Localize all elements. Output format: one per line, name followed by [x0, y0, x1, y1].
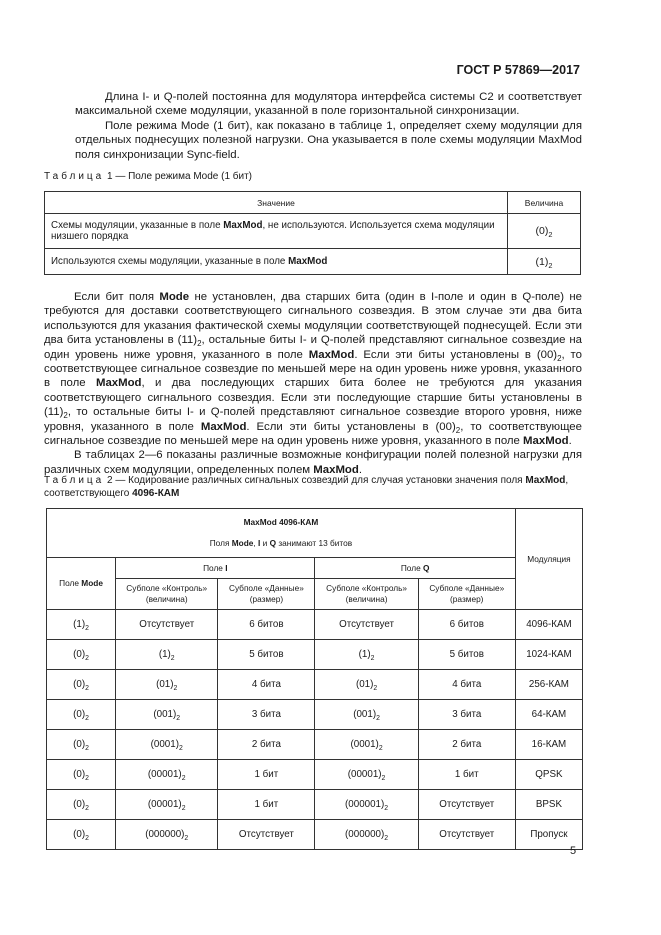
- mode-cell: [47, 700, 116, 730]
- table-row: [45, 214, 581, 249]
- cell-value: 5 битов: [449, 649, 484, 660]
- paragraph: [44, 290, 582, 448]
- subscript: 2: [181, 805, 186, 812]
- paragraph-text: Поле режима Mode (1 бит), как показано в таблице 1, определяет схему модуляции для отдельных поднесущих полезной нагрузки. Она указывается в поле схемы модуляции MaxMod поля синхронизации Sync-field.: [75, 119, 582, 161]
- i-control-cell: [116, 640, 218, 670]
- text: , то остальные биты I- и Q-полей представляют сигнальное созвездие второго уровня, ниже уровня, указанного в поле: [44, 406, 582, 433]
- cell-value: (0): [73, 679, 86, 690]
- column-header-i-data: [218, 579, 315, 610]
- cell-value: (000001): [345, 799, 385, 810]
- subscript: 2: [85, 655, 89, 662]
- q-data-cell: [418, 730, 515, 760]
- subscript: 2: [370, 655, 375, 662]
- subscript: 2: [85, 685, 89, 692]
- cell-value: Отсутствует: [339, 619, 395, 630]
- table-row: [45, 249, 581, 275]
- table-subtitle: [50, 538, 512, 549]
- cell-bold: MaxMod: [288, 256, 328, 267]
- i-control-cell: [116, 700, 218, 730]
- cell-value: 1 бит: [254, 769, 279, 780]
- cell-value: 3 бита: [452, 709, 482, 720]
- cell-value: (0001): [350, 739, 379, 750]
- table-cell: [45, 249, 508, 275]
- table-row: [47, 640, 583, 670]
- body-text: [44, 290, 582, 477]
- bold-term: MaxMod: [523, 435, 569, 448]
- cell-value: (0): [535, 225, 549, 237]
- bold-term: MaxMod: [95, 377, 142, 390]
- text: . Если эти биты установлены в (00): [246, 420, 456, 433]
- standard-number: ГОСТ Р 57869—2017: [456, 63, 580, 77]
- subscript: 2: [184, 835, 189, 842]
- subscript: 2: [85, 625, 89, 632]
- i-control-cell: [116, 790, 218, 820]
- bold-term: Q: [423, 562, 430, 573]
- cell-value: Пропуск: [530, 829, 568, 840]
- table-row: [47, 820, 583, 850]
- text: не установлен, два старших бита (один в I-поле и один в Q-поле) не требуются для доставки соответствующего сигнального созвездия. В этом случае эти два бита используются для указания фактической схемы модуляции соответствующей поднесущей. Если эти два бита установлены в (11): [44, 291, 582, 347]
- cell-value: 2 бита: [452, 739, 482, 750]
- table-row: [47, 760, 583, 790]
- modulation-cell: [515, 730, 582, 760]
- cell-value: 5 битов: [249, 649, 284, 660]
- text: Субполе «Контроль»: [326, 583, 408, 593]
- column-header-q-control: [315, 579, 418, 610]
- table-header-row: [45, 192, 581, 214]
- i-data-cell: [218, 670, 315, 700]
- text: , остальные биты I- и Q-полей представляют сигнальное созвездие на один уровень ниже уровня, указанного в поле: [44, 334, 582, 361]
- table-header-row: [47, 579, 583, 610]
- text: . Если эти биты установлены в (00): [354, 348, 558, 361]
- text: , и два последующих старших бита более не требуются для указания соответствующего сигнального созвездия. Если эти последующие старшие биты установлены в (11): [44, 377, 582, 419]
- cell-value: (1): [73, 619, 86, 630]
- text: , то соответствующее сигнальное созвездие по меньшей мере на один уровень ниже уровня, указанного в поле: [44, 348, 582, 390]
- table-cell: [45, 214, 508, 249]
- cell-value: 256-КАМ: [528, 679, 569, 690]
- bold-term: MaxMod: [313, 463, 359, 476]
- subscript: 2: [384, 835, 389, 842]
- table-row: [47, 730, 583, 760]
- bold-term: Q: [269, 538, 277, 548]
- cell-value: (000000): [345, 829, 385, 840]
- subscript: 2: [378, 745, 383, 752]
- cell-value: (001): [153, 709, 177, 720]
- text: (величина): [345, 594, 388, 604]
- i-data-cell: [218, 640, 315, 670]
- subscript: 2: [178, 745, 183, 752]
- intro-text: [75, 90, 582, 162]
- cell-value: (0): [73, 799, 86, 810]
- cell-value: (0): [73, 739, 86, 750]
- cell-value: (01): [156, 679, 174, 690]
- column-header-modulation: Модуляция: [515, 509, 582, 610]
- cell-value: 4 бита: [251, 679, 281, 690]
- text: Поле: [59, 578, 82, 588]
- table2-caption: [44, 475, 584, 500]
- cell-value: 2 бита: [251, 739, 281, 750]
- cell-value: (1): [535, 255, 549, 268]
- text: В таблицах 2—6 показаны различные возможные конфигурации полей полезной нагрузки для различных схем модуляции, определенных полем: [44, 449, 582, 476]
- cell-value: QPSK: [535, 769, 563, 780]
- cell-text: , не используются. Используется схема модуляции низшего порядка: [51, 220, 495, 242]
- table-title-cell: [47, 509, 516, 558]
- cell-value: (0): [73, 649, 86, 660]
- table-cell: [508, 249, 581, 275]
- subscript: 2: [176, 715, 181, 722]
- cell-value: BPSK: [535, 799, 562, 810]
- q-data-cell: [418, 610, 515, 640]
- cell-value: (0): [73, 829, 86, 840]
- cell-value: Отсутствует: [238, 829, 294, 840]
- subscript: 2: [85, 715, 89, 722]
- q-control-cell: [315, 640, 418, 670]
- cell-value: Отсутствует: [439, 829, 495, 840]
- i-data-cell: [218, 610, 315, 640]
- i-data-cell: [218, 760, 315, 790]
- q-control-cell: [315, 700, 418, 730]
- q-data-cell: [418, 670, 515, 700]
- cell-value: (0): [73, 769, 86, 780]
- text: .: [568, 435, 572, 448]
- cell-value: Отсутствует: [139, 619, 195, 630]
- bold-term: Mode: [81, 578, 103, 588]
- mode-cell: [47, 820, 116, 850]
- table1-caption: [44, 171, 252, 184]
- cell-text: Схемы модуляции, указанные в поле: [51, 220, 224, 231]
- bold-term: Mode: [231, 538, 254, 548]
- q-data-cell: [418, 790, 515, 820]
- text: Если бит поля: [74, 291, 160, 303]
- modulation-cell: [515, 610, 582, 640]
- cell-value: 3 бита: [251, 709, 281, 720]
- mode-cell: [47, 790, 116, 820]
- q-control-cell: [315, 820, 418, 850]
- bold-term: I: [225, 562, 228, 573]
- paragraph: [75, 90, 582, 119]
- text: ,: [253, 538, 259, 548]
- subscript: 2: [85, 745, 89, 752]
- caption-text: 2 — Кодирование различных сигнальных созвездий для случая установки значения поля: [107, 475, 526, 486]
- i-data-cell: [218, 790, 315, 820]
- column-header-i-control: [116, 579, 218, 610]
- mode-cell: [47, 640, 116, 670]
- cell-value: 64-КАМ: [531, 709, 567, 720]
- caption-text: , соответствующего: [44, 475, 569, 499]
- subscript: 2: [455, 425, 461, 435]
- cell-value: (00001): [147, 769, 182, 780]
- text: .: [358, 463, 363, 476]
- cell-value: 16-КАМ: [531, 739, 567, 750]
- subscript: 2: [85, 805, 89, 812]
- maxmod-4096-table: [46, 508, 583, 850]
- q-control-cell: [315, 760, 418, 790]
- text: и: [260, 538, 270, 548]
- column-header-quantity: Величина: [508, 192, 581, 214]
- text: Субполе «Контроль»: [126, 583, 208, 593]
- i-control-cell: [116, 820, 218, 850]
- cell-value: (1): [158, 649, 171, 660]
- subscript: 2: [384, 805, 389, 812]
- column-header-field-i: [116, 558, 315, 579]
- text: Поля: [209, 538, 232, 548]
- table-header-row: [47, 509, 583, 558]
- bold-term: I: [258, 538, 261, 548]
- q-data-cell: [418, 820, 515, 850]
- subscript: 2: [85, 775, 89, 782]
- modulation-cell: [515, 640, 582, 670]
- modulation-cell: [515, 670, 582, 700]
- mode-cell: [47, 610, 116, 640]
- i-control-cell: [116, 760, 218, 790]
- bold-term: MaxMod: [308, 348, 355, 361]
- mode-cell: [47, 730, 116, 760]
- i-data-cell: [218, 730, 315, 760]
- column-header-mode: [47, 558, 116, 610]
- text: (размер): [249, 594, 284, 604]
- paragraph-text: Длина I- и Q-полей постоянна для модулятора интерфейса системы C2 и соответствует максимальной схеме модуляции, указанной в поле горизонтальной синхронизации.: [75, 91, 582, 118]
- cell-value: 1024-КАМ: [526, 649, 572, 660]
- i-control-cell: [116, 610, 218, 640]
- table-row: [47, 700, 583, 730]
- subscript: 2: [376, 715, 380, 722]
- bold-term: MaxMod: [200, 420, 247, 433]
- cell-value: 1 бит: [454, 769, 479, 780]
- subscript: 2: [170, 655, 175, 662]
- cell-value: (000000): [145, 829, 185, 840]
- column-header-value: Значение: [45, 192, 508, 214]
- mode-cell: [47, 670, 116, 700]
- cell-value: Отсутствует: [439, 799, 495, 810]
- q-data-cell: [418, 760, 515, 790]
- cell-value: 6 битов: [249, 619, 284, 630]
- text: Субполе «Данные»: [228, 583, 304, 593]
- page-number: 5: [570, 845, 577, 857]
- mode-cell: [47, 760, 116, 790]
- i-control-cell: [116, 730, 218, 760]
- paragraph: [75, 119, 582, 162]
- paragraph: [44, 448, 582, 477]
- column-header-field-q: [315, 558, 515, 579]
- table-row: [47, 670, 583, 700]
- cell-value: 4 бита: [452, 679, 482, 690]
- text: Поле: [203, 562, 226, 573]
- text: , то соответствующее сигнальное созвездие по меньшей мере на один уровень ниже уровня, указанного в поле: [44, 420, 582, 448]
- subscript: 2: [63, 411, 68, 421]
- cell-bold: MaxMod: [223, 220, 263, 231]
- cell-value: 6 битов: [449, 619, 484, 630]
- i-data-cell: [218, 820, 315, 850]
- table-row: [47, 610, 583, 640]
- cell-value: (01): [355, 679, 374, 690]
- table-cell: [508, 214, 581, 249]
- i-data-cell: [218, 700, 315, 730]
- cell-text: Используются схемы модуляции, указанные в поле: [51, 256, 289, 267]
- text: (величина): [145, 594, 188, 604]
- subscript: 2: [85, 835, 89, 842]
- table-header-row: [47, 558, 583, 579]
- table-body: [47, 610, 583, 850]
- modulation-cell: [515, 790, 582, 820]
- text: Субполе «Данные»: [429, 583, 505, 593]
- q-control-cell: [315, 790, 418, 820]
- q-control-cell: [315, 670, 418, 700]
- cell-value: (0001): [150, 739, 179, 750]
- caption-prefix: Таблица: [44, 171, 105, 182]
- text: (размер): [450, 594, 484, 604]
- subscript: 2: [181, 775, 186, 782]
- cell-value: (1): [358, 649, 371, 660]
- subscript: 2: [548, 260, 553, 270]
- subscript: 2: [548, 230, 553, 239]
- cell-value: (00001): [147, 799, 182, 810]
- caption-bold: 4096-КАМ: [132, 487, 180, 499]
- cell-value: 4096-КАМ: [526, 619, 572, 630]
- cell-value: (00001): [347, 769, 382, 780]
- cell-value: (001): [353, 709, 377, 720]
- cell-value: (0): [73, 709, 86, 720]
- caption-text: 1 — Поле режима Mode (1 бит): [107, 171, 253, 182]
- subscript: 2: [557, 353, 562, 363]
- table-title: MaxMod 4096-КАМ: [243, 517, 319, 527]
- table-row: [47, 790, 583, 820]
- bold-term: Mode: [159, 291, 190, 303]
- caption-bold: MaxMod: [525, 475, 566, 486]
- q-control-cell: [315, 610, 418, 640]
- caption-prefix: Таблица: [44, 475, 105, 486]
- cell-value: 1 бит: [254, 799, 279, 810]
- column-header-q-data: [418, 579, 515, 610]
- subscript: 2: [373, 685, 378, 692]
- modulation-cell: [515, 760, 582, 790]
- text: занимают 13 битов: [276, 538, 353, 548]
- q-data-cell: [418, 700, 515, 730]
- mode-field-table: [44, 191, 581, 275]
- subscript: 2: [381, 775, 386, 782]
- q-data-cell: [418, 640, 515, 670]
- q-control-cell: [315, 730, 418, 760]
- text: Поле: [400, 562, 423, 573]
- modulation-cell: [515, 700, 582, 730]
- subscript: 2: [197, 339, 202, 349]
- subscript: 2: [173, 685, 178, 692]
- i-control-cell: [116, 670, 218, 700]
